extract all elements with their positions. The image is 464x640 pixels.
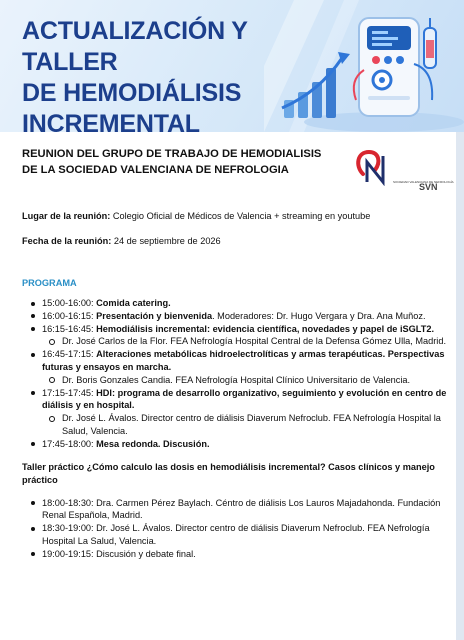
meeting-title: REUNION DEL GRUPO DE TRABAJO DE HEMODIALISIS DE LA SOCIEDAD VALENCIANA DE NEFROLOGIA: [22, 148, 322, 176]
svn-logo-icon: [353, 146, 397, 186]
logo-abbrev: SVN: [419, 182, 438, 192]
workshop-list: [22, 497, 447, 561]
program-item: 17:45-18:00: Mesa redonda. Discusión.: [22, 438, 447, 451]
program-item: 16:45-17:15: Alteraciones metabólicas hidroelectrolíticas y armas terapéuticas. Perspectivas futuras y ensayos en marcha. Dr. Boris Gonzales Candia. FEA Nefrología Hospital Clínico Universitario de Valencia.: [22, 348, 447, 386]
workshop-item: 18:30-19:00: Dr. José L. Ávalos. Director centro de diálisis Diaverum Nefroclub. FEA Nefrología Hospital La Salud, Valencia.: [22, 522, 447, 548]
banner-title: [22, 16, 292, 132]
meeting-place: Lugar de la reunión: Colegio Oficial de Médicos de Valencia + streaming en youtube: [22, 211, 371, 221]
svn-logo: [353, 146, 454, 194]
workshop-item: 19:00-19:15: Discusión y debate final.: [22, 548, 447, 561]
program-heading: PROGRAMA: [22, 278, 77, 288]
dialysis-machine-icon: [354, 18, 432, 116]
speaker-item: Dr. José Carlos de la Flor. FEA Nefrología Hospital Central de la Defensa Gómez Ulla, Madrid.: [46, 335, 447, 348]
banner-title-line-1: ACTUALIZACIÓN Y TALLER: [22, 17, 248, 76]
dialysis-machine-illustration: [264, 0, 464, 132]
program-item: 16:00-16:15: Presentación y bienvenida. Moderadores: Dr. Hugo Vergara y Dra. Ana Muñoz.: [22, 310, 447, 323]
speaker-item: Dr. Boris Gonzales Candia. FEA Nefrología Hospital Clínico Universitario de Valencia.: [46, 374, 447, 387]
workshop-heading: Taller práctico ¿Cómo calculo las dosis en hemodiálisis incremental? Casos clínicos y manejo práctico: [22, 461, 435, 485]
program-item: 15:00-16:00: Comida catering.: [22, 297, 447, 310]
workshop-item: 18:00-18:30: Dra. Carmen Pérez Baylach. Céntro de diálisis Los Lauros Majadahonda. Fundación Renal Española, Madrid.: [22, 497, 447, 523]
program-item: 16:15-16:45: Hemodiálisis incremental: evidencia científica, novedades y papel de iSGLT2. Dr. José Carlos de la Flor. FEA Nefrología Hospital Central de la Defensa Gómez Ulla, Madrid.: [22, 323, 447, 349]
banner-title-line-2: DE HEMODIÁLISIS: [22, 79, 242, 107]
document-body: [22, 146, 454, 561]
speaker-item: Dr. José L. Ávalos. Director centro de diálisis Diaverum Nefroclub. FEA Nefrología Hospital la Salud, Valencia.: [46, 412, 447, 438]
right-margin-strip: [456, 132, 464, 640]
header-row: [22, 146, 454, 198]
program-item: 17:15-17:45: HDI: programa de desarrollo organizativo, seguimiento y evolución en centro de diálisis y en hospital. Dr. José L. Ávalos. Director centro de diálisis Diaverum Nefroclub. FEA Nefrología Hospital la Salud, Valencia.: [22, 387, 447, 438]
hero-banner: [0, 0, 464, 132]
program-list: [22, 297, 447, 451]
banner-title-line-3: INCREMENTAL: [22, 110, 200, 132]
dialyzer-filter-icon: [424, 18, 436, 68]
logo-caption: SOCIEDAD VALENCIANA DE NEFROLOGÍA: [393, 180, 454, 184]
meeting-date: Fecha de la reunión: 24 de septiembre de 2026: [22, 236, 221, 246]
